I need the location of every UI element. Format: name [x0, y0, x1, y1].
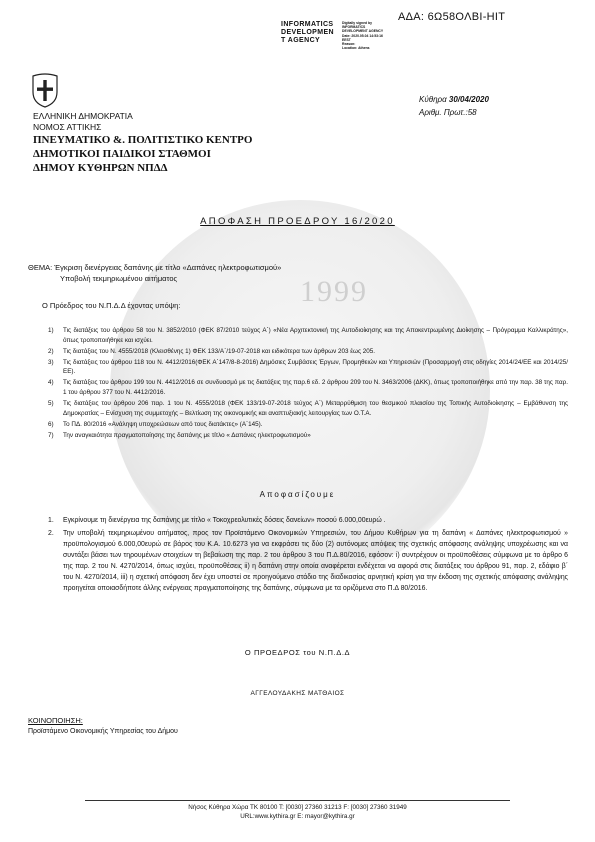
signature-info-line: Location: Athens — [342, 46, 370, 51]
subject — [28, 262, 281, 284]
cc-recipient: Προϊστάμενο Οικονομικής Υπηρεσίας του Δήμου — [28, 728, 178, 735]
document-title: ΑΠΟΦΑΣΗ ΠΡΟΕΔΡΟΥ 16/2020 — [200, 216, 395, 227]
decide-heading: Αποφασίζουμε — [259, 490, 336, 499]
consideration-item — [48, 347, 568, 357]
signature-title: Ο ΠΡΟΕΔΡΟΣ του Ν.Π.Δ.Δ — [244, 648, 351, 657]
item-text: Το ΠΔ. 80/2016 «Ανάληψη υποχρεώσεων από τους διατάκτες» (Α΄145). — [63, 420, 263, 428]
authority-center: ΠΝΕΥΜΑΤΙΚΟ &. ΠΟΛΙΤΙΣΤΙΚΟ ΚΕΝΤΡΟ — [33, 134, 253, 146]
item-text: Τις διατάξεις του άρθρου 206 παρ. 1 του Ν. 4555/2018 (ΦΕΚ 133/19-07-2018 τεύχος Α΄) Μεταρρύθμιση του θεσμικού πλαισίου της Τοπικής Αυτοδιοίκησης – Εμβάθυνση της Δημοκρατίας – Ενίσχυση της συμμετοχής – Βελτίωση της οικονομικής και αναπτυξιακής λειτουργίας των Ο.Τ.Α. — [63, 400, 568, 417]
signature-info-line: Digitally signed by — [342, 21, 372, 25]
signature-info-line: DEVELOPMENT AGENCY — [342, 29, 384, 34]
consideration-item — [48, 326, 568, 345]
item-number: 4) — [48, 379, 54, 387]
item-text: Τις διατάξεις του άρθρου 118 του Ν. 4412/2016(ΦΕΚ Α΄147/8-8-2016) Δημόσιες Συμβάσεις Έργων, Προμηθειών και Υπηρεσιών (Προσαρμογή στις οδηγίες 2014/24/ΕΕ και 2014/25/ΕΕ). — [63, 358, 568, 376]
footer-divider — [85, 800, 510, 801]
footer — [0, 803, 595, 821]
greek-emblem-icon — [30, 72, 60, 108]
signature-info-line: EEST — [342, 37, 351, 42]
item-number: 1) — [48, 327, 54, 334]
consideration-item — [48, 358, 568, 377]
decision-item — [48, 528, 568, 594]
item-text: Την υποβολή τεκμηριωμένου αιτήματος, προς τον Προϊστάμενο Οικονομικών Υπηρεσιών, του Δήμου Κυθήρων για τη δαπάνη « Δαπάνες ηλεκτροφωτισμού » προϋπολογισμού 6.000,00ευρώ σε βάρος του Κ.Α. 10.6273 για να εκφράσει τις δύο (2) αυτόνομες απόψεις της σχετικής απόφασης ανάληψης υποχρέωσης και να συντάξει βάσει των τηρουμένων στοιχείων τη βεβαίωση της παρ. 2 του άρθρου 3 του Π.Δ.80/2016, εφόσον: i) συντρέχουν οι προϋποθέσεις σύμφωνα με το άρθρο 6 της παρ. 2 του Ν. 4270/2014, όπως ισχύει, προϋποθέσεις ii) η δαπάνη στην οποία αναφέρεται ενδέχεται να αφορά στις διατάξεις του άρθρου 91, παρ. 2, εδάφιο β΄ του Ν. 4270/2014, iii) η σχετική απόφαση δεν έχει υποστεί σε προηγούμενο στάδιο της διαδικασίας αρνητική κρίση για την έκδοση της σχετικής απόφασης ανάληψης προηγείται οποιασδήποτε άλλης ενέργειας πραγματοποίησης της δαπάνης, σύμφωνα με τα οριζόμενα στο Π.Δ 80/2016. — [63, 530, 568, 592]
subject-subline: Υποβολή τεκμηριωμένου αιτήματος — [60, 274, 178, 283]
item-text: Τις διατάξεις του άρθρου 58 του Ν. 3852/2010 (ΦΕΚ 87/2010 τεύχος Α΄) «Νέα Αρχιτεκτονική της Αυτοδιοίκησης και της Αποκεντρωμένης Διοίκησης – Πρόγραμμα Καλλικράτης», όπως τροποποιήθηκε και ισχύει. — [63, 327, 568, 344]
signature-info-line: Date: 2020.05.04 14:53:16 — [342, 33, 383, 38]
subject-line: ΘΕΜΑ: Έγκριση διενέργειας δαπάνης με τίτλο «Δαπάνες ηλεκτροφωτισμού» — [28, 263, 282, 272]
protocol-number: Αριθμ. Πρωτ.:58 — [419, 108, 477, 117]
item-text: Τις διατάξεις του άρθρου 199 του Ν. 4412/2016 σε συνδυασμό με τις διατάξεις της παρ.6 εδ. 2 άρθρου 209 του Ν. 3463/2006 (ΔΚΚ), όπως τροποποιήθηκε από την παρ. 38 της παρ. 1 του άρθρου 377 του Ν. 4412/2016. — [63, 379, 568, 397]
president-intro: Ο Πρόεδρος του Ν.Π.Δ.Δ έχοντας υπόψη: — [42, 301, 181, 310]
signature-info-line: INFORMATICS — [342, 25, 366, 30]
date-place: Κύθηρα — [419, 95, 447, 104]
ida-logo — [281, 21, 334, 45]
consideration-item — [48, 399, 568, 418]
considerations-list — [48, 326, 568, 442]
signature-info-line: Reason: — [342, 42, 356, 47]
item-number: 2) — [48, 347, 54, 355]
ida-logo-line: DEVELOPMEN — [281, 29, 335, 36]
decision-item — [48, 515, 568, 526]
item-number: 3) — [48, 358, 54, 366]
date-block — [419, 93, 489, 119]
issuing-authority — [33, 111, 252, 175]
decisions-list — [48, 515, 568, 596]
item-number: 1. — [48, 517, 54, 524]
watermark-year: 1999 — [300, 275, 368, 308]
consideration-item — [48, 420, 568, 430]
authority-prefecture: ΝΟΜΟΣ ΑΤΤΙΚΗΣ — [33, 122, 102, 132]
signature-name: ΑΓΓΕΛΟΥΔΑΚΗΣ ΜΑΤΘΑΙΟΣ — [250, 690, 345, 697]
authority-nurseries: ΔΗΜΟΤΙΚΟΙ ΠΑΙΔΙΚΟΙ ΣΤΑΘΜΟΙ — [33, 148, 211, 160]
authority-municipality: ΔΗΜΟΥ ΚΥΘΗΡΩΝ ΝΠΔΔ — [33, 162, 168, 174]
ada-code: ΑΔΑ: 6Ω58ΟΛΒΙ-ΗΙΤ — [398, 11, 506, 23]
authority-country: ΕΛΛΗΝΙΚΗ ΔΗΜΟΚΡΑΤΙΑ — [33, 111, 133, 121]
digital-signature-info — [342, 21, 383, 50]
item-text: Τις διατάξεις του Ν. 4555/2018 (Κλεισθένης 1) ΦΕΚ 133/Α΄/19-07-2018 και ειδικότερα των άρθρων 203 έως 205. — [63, 347, 375, 355]
footer-address: Νήσος Κύθηρα Χώρα ΤΚ 80100 Τ: [0030] 27360 31213 F: [0030] 27360 31949 — [188, 804, 407, 811]
consideration-item — [48, 431, 568, 441]
ida-logo-line: INFORMATICS — [281, 21, 334, 28]
cc-label: ΚΟΙΝΟΠΟΙΗΣΗ: — [28, 716, 83, 725]
consideration-item — [48, 378, 568, 397]
item-text: Την αναγκαιότητα πραγματοποίησης της δαπάνης με τίτλο « Δαπάνες ηλεκτροφωτισμού» — [63, 431, 311, 439]
ida-logo-line: T AGENCY — [281, 37, 321, 44]
item-number: 5) — [48, 400, 54, 408]
document-date: 30/04/2020 — [448, 95, 489, 104]
item-number: 2. — [48, 530, 54, 537]
item-number: 7) — [48, 431, 54, 439]
footer-contact: URL:www.kythira.gr E: mayor@kythira.gr — [240, 813, 355, 820]
item-text: Εγκρίνουμε τη διενέργεια της δαπάνης με τίτλο « Τοκοχρεολυτικές δόσεις δανείων» ποσού 6.000,00ευρώ . — [63, 517, 386, 524]
item-number: 6) — [48, 420, 54, 428]
